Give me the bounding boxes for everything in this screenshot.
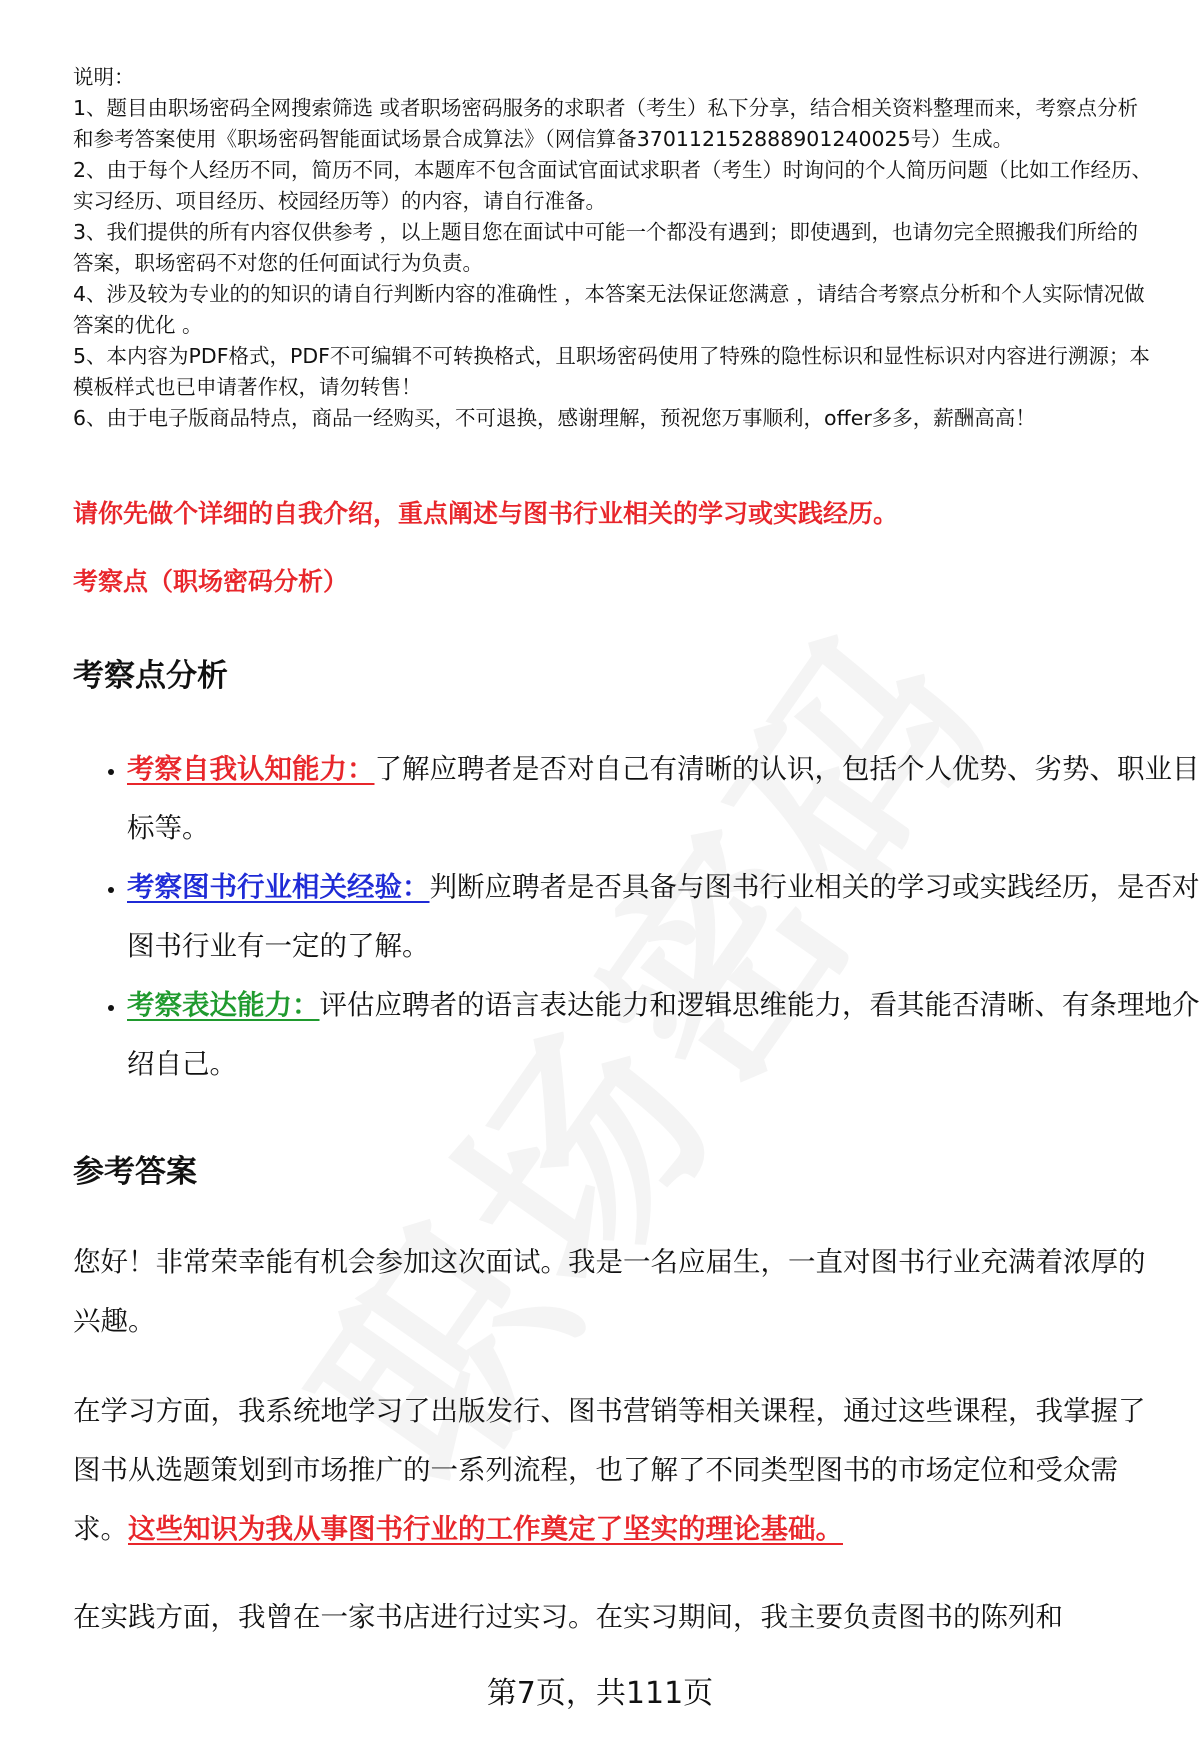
kaochadian-label: 考察点（职场密码分析） [73, 567, 349, 596]
page-number: 第7页，共111页 [486, 1676, 714, 1711]
analysis-item-label: 考察自我认知能力： [127, 753, 375, 785]
analysis-item-text: 评估应聘者的语言表达能力和逻辑思维能力，看其能否清晰、有条理地介绍自己。 [127, 989, 1200, 1080]
note-item: 4、涉及较为专业的的知识的请自行判断内容的准确性 ，本答案无法保证您满意 ，请结合考察点分析和个人实际情况做答案的优化 。 [73, 282, 1145, 337]
answer-heading: 参考答案 [73, 1154, 197, 1190]
analysis-item [127, 976, 1200, 1094]
answer-text: 在学习方面，我系统地学习了出版发行、图书营销等相关课程，通过这些课程，我掌握了图书从选题策划到市场推广的一系列流程，也了解了不同类型图书的市场定位和受众需求。 [73, 1395, 1146, 1545]
interview-question: 请你先做个详细的自我介绍，重点阐述与图书行业相关的学习或实践经历。 [73, 499, 899, 528]
note-item: 5、本内容为PDF格式，PDF不可编辑不可转换格式，且职场密码使用了特殊的隐性标识和显性标识对内容进行溯源；本模板样式也已申请著作权，请勿转售！ [73, 344, 1150, 399]
analysis-item [127, 858, 1200, 976]
note-item: 3、我们提供的所有内容仅供参考 ，以上题目您在面试中可能一个都没有遇到；即使遇到，也请勿完全照搬我们所给的答案，职场密码不对您的任何面试行为负责。 [73, 220, 1139, 275]
analysis-item [127, 740, 1200, 858]
answer-paragraph [73, 1382, 1148, 1559]
note-item: 2、由于每个人经历不同，简历不同，本题库不包含面试官面试求职者（考生）时询问的个人简历问题（比如工作经历、实习经历、项目经历、校园经历等）的内容，请自行准备。 [73, 158, 1153, 213]
note-item: 1、题目由职场密码全网搜索筛选 或者职场密码服务的求职者（考生）私下分享，结合相关资料整理而来，考察点分析和参考答案使用《职场密码智能面试场景合成算法》（网信算备370112152888901240025号）生成。 [73, 96, 1139, 151]
analysis-list [73, 740, 1200, 1094]
answer-highlight: 这些知识为我从事图书行业的工作奠定了坚实的理论基础。 [128, 1513, 843, 1545]
analysis-item-text: 了解应聘者是否对自己有清晰的认识，包括个人优势、劣势、职业目标等。 [127, 753, 1200, 844]
analysis-heading: 考察点分析 [73, 658, 228, 694]
analysis-item-label: 考察表达能力： [127, 989, 320, 1021]
answer-paragraph: 您好！非常荣幸能有机会参加这次面试。我是一名应届生，一直对图书行业充满着浓厚的兴趣。 [73, 1246, 1146, 1337]
note-item: 6、由于电子版商品特点，商品一经购买，不可退换，感谢理解，预祝您万事顺利，offer多多，薪酬高高！ [73, 406, 1036, 430]
notes-title: 说明： [73, 65, 135, 89]
analysis-item-label: 考察图书行业相关经验： [127, 871, 430, 903]
analysis-item-text: 判断应聘者是否具备与图书行业相关的学习或实践经历，是否对图书行业有一定的了解。 [127, 871, 1200, 962]
notes-section [73, 62, 1153, 434]
answer-paragraph: 在实践方面，我曾在一家书店进行过实习。在实习期间，我主要负责图书的陈列和 [73, 1601, 1063, 1633]
